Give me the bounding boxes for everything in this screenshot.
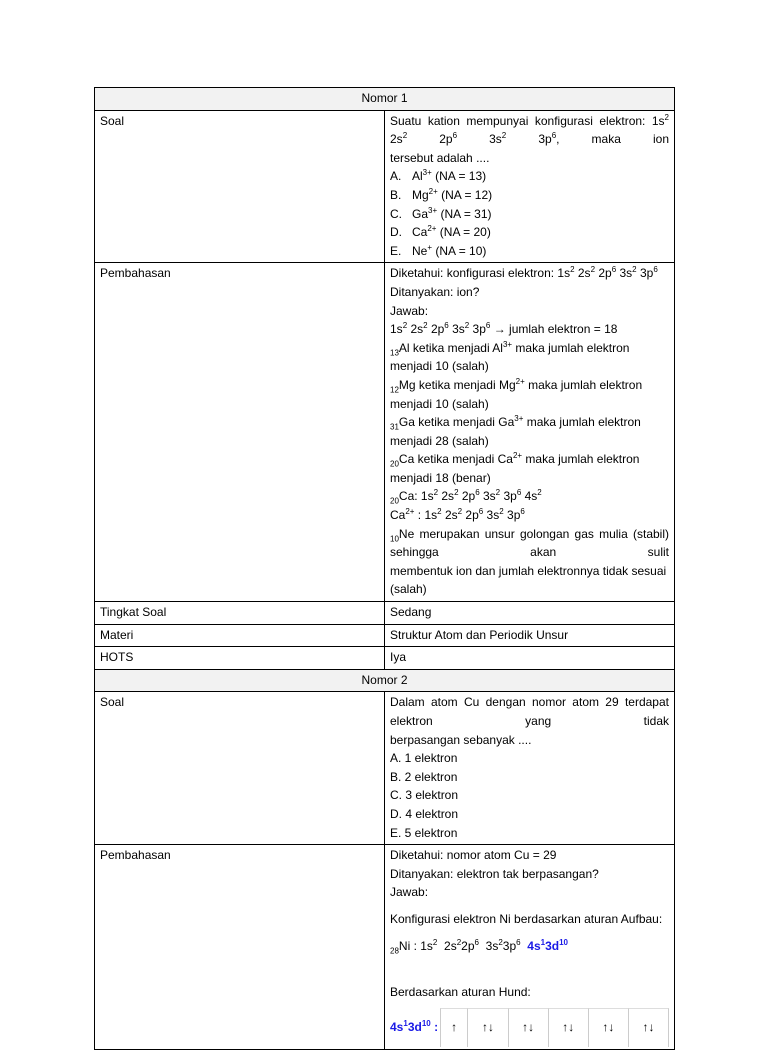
aufbau-text: Konfigurasi elektron Ni berdasarkan aturan Aufbau: bbox=[390, 911, 663, 926]
tingkat-value: Sedang bbox=[385, 602, 675, 625]
soal-label-2: Soal bbox=[95, 692, 385, 845]
pembahasan-row-2 bbox=[95, 845, 675, 1050]
orbital-box-3d-1: ↑↓ bbox=[467, 1008, 507, 1047]
analysis-ga: $_{31}$Ga ketika menjadi $Ga^{3+}$ maka jumlah elektron menjadi 28 (salah) bbox=[390, 414, 641, 448]
option-2e: E. 5 elektron bbox=[390, 825, 458, 840]
analysis-mg: $_{12}$Mg ketika menjadi $Mg^{2+}$ maka jumlah elektron menjadi 10 (salah) bbox=[390, 376, 643, 411]
pembahasan-content-2 bbox=[385, 845, 675, 1050]
hots-value: Iya bbox=[385, 647, 675, 670]
pembahasan-label-1: Pembahasan bbox=[95, 263, 385, 602]
header-nomor-2: Nomor 2 bbox=[95, 669, 675, 692]
ca-ion-config: $Ca^{2+}$ : $1s^2$ $2s^2$ $2p^6$ $3s^2$ $3p^6$ bbox=[390, 507, 525, 523]
diketahui-1: Diketahui: konfigurasi elektron: $1s^2$ $2s^2$ $2p^6$ $3s^2$ $3p^6$ bbox=[390, 265, 658, 281]
soal-row-2 bbox=[95, 692, 675, 845]
header-row-2 bbox=[95, 669, 675, 692]
jawab-2: Jawab: bbox=[390, 885, 429, 900]
diketahui-2: Diketahui: nomor atom Cu = 29 bbox=[390, 848, 557, 863]
ditanyakan-1: Ditanyakan: ion? bbox=[390, 284, 480, 299]
option-a: A. $Al^{3+}$ (NA = 13) bbox=[390, 168, 487, 184]
option-d: D. $Ca^{2+}$ (NA = 20) bbox=[390, 224, 491, 240]
orbital-box-3d-5: ↑↓ bbox=[628, 1008, 669, 1047]
hund-text: Berdasarkan aturan Hund: bbox=[390, 985, 531, 1000]
soal-label-1: Soal bbox=[95, 110, 385, 263]
materi-value: Struktur Atom dan Periodik Unsur bbox=[385, 624, 675, 647]
materi-label: Materi bbox=[95, 624, 385, 647]
jawab-1: Jawab: bbox=[390, 303, 429, 318]
orbital-box-4s: ↑ bbox=[440, 1008, 468, 1047]
option-2a: A. 1 elektron bbox=[390, 751, 458, 766]
analysis-ca: $_{20}$Ca ketika menjadi $Ca^{2+}$ maka jumlah elektron menjadi 18 (benar) bbox=[390, 451, 640, 485]
option-2c: C. 3 elektron bbox=[390, 788, 459, 803]
tingkat-row bbox=[95, 602, 675, 625]
orbital-diagram bbox=[390, 1008, 669, 1047]
question-table bbox=[94, 87, 675, 1050]
soal-text-2b: berpasangan sebanyak .... bbox=[390, 732, 532, 747]
header-row-1 bbox=[95, 88, 675, 111]
materi-row bbox=[95, 624, 675, 647]
option-2d: D. 4 elektron bbox=[390, 806, 459, 821]
soal-text-2: Dalam atom Cu dengan nomor atom 29 terdapat elektron yang tidak bbox=[390, 695, 669, 728]
hots-row bbox=[95, 647, 675, 670]
tingkat-label: Tingkat Soal bbox=[95, 602, 385, 625]
soal-content-1 bbox=[385, 110, 675, 263]
pembahasan-content-1 bbox=[385, 263, 675, 602]
orbital-box-3d-4: ↑↓ bbox=[588, 1008, 628, 1047]
analysis-ne: $_{10}$Ne merupakan unsur golongan gas mulia (stabil) sehingga akan sulit bbox=[390, 526, 669, 560]
option-2b: B. 2 elektron bbox=[390, 769, 458, 784]
analysis-ne-b: membentuk ion dan jumlah elektronnya tidak sesuai (salah) bbox=[390, 563, 667, 597]
header-nomor-1: Nomor 1 bbox=[95, 88, 675, 111]
option-b: B. $Mg^{2+}$ (NA = 12) bbox=[390, 186, 493, 202]
config-line-1: $1s^2$ $2s^2$ $2p^6$ $3s^2$ $3p^6$ → jumlah elektron = 18 bbox=[390, 321, 618, 337]
ca-config: $_{20}$Ca: $1s^2$ $2s^2$ $2p^6$ $3s^2$ $3p^6$ $4s^2$ bbox=[390, 488, 542, 506]
pembahasan-row-1 bbox=[95, 263, 675, 602]
analysis-al: $_{13}$Al ketika menjadi $Al^{3+}$ maka jumlah elektron menjadi 10 (salah) bbox=[390, 339, 630, 374]
soal-content-2 bbox=[385, 692, 675, 845]
soal-text-1b: tersebut adalah .... bbox=[390, 150, 490, 165]
ditanyakan-2: Ditanyakan: elektron tak berpasangan? bbox=[390, 866, 599, 881]
option-c: C. $Ga^{3+}$ (NA = 31) bbox=[390, 205, 492, 221]
option-e: E. Ne+ (NA = 10) bbox=[390, 242, 487, 258]
pembahasan-label-2: Pembahasan bbox=[95, 845, 385, 1050]
soal-text-1: Suatu kation mempunyai konfigurasi elektron: $1s^2$ $2s^2$ $2p^6$ $3s^2$ $3p^6$, maka ion bbox=[390, 112, 669, 147]
ni-config: $_{28}$Ni : $1s^2$ $2s^22p^6$ $3s^23p^6$ $4s^13d^{10}$ bbox=[390, 937, 568, 955]
soal-row-1 bbox=[95, 110, 675, 263]
orbital-box-3d-3: ↑↓ bbox=[548, 1008, 588, 1047]
orbital-box-3d-2: ↑↓ bbox=[508, 1008, 548, 1047]
orbital-label: $4s^13d^{10}$ : bbox=[390, 1018, 439, 1034]
hots-label: HOTS bbox=[95, 647, 385, 670]
